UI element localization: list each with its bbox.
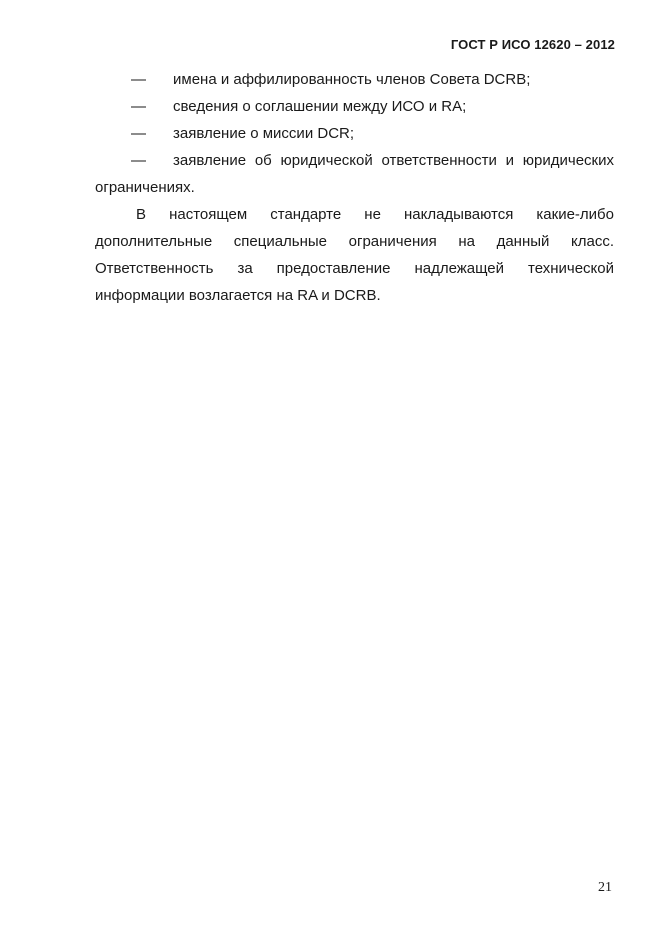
list-item xyxy=(95,147,614,201)
list-item xyxy=(95,93,614,120)
list-item-text: сведения о соглашении между ИСО и RA; xyxy=(173,98,467,115)
list-dash-marker: — xyxy=(131,152,146,169)
list-dash-marker: — xyxy=(131,125,146,142)
list-item-text: заявление о миссии DCR; xyxy=(173,125,355,142)
page-body xyxy=(95,66,614,309)
document-code-header: ГОСТ Р ИСО 12620 – 2012 xyxy=(450,37,615,52)
page-number: 21 xyxy=(598,880,612,895)
body-paragraph: В настоящем стандарте не накладываются какие-либо дополнительные специальные ограничения на данный класс. Ответственность за предоставление надлежащей технической информации возлагается на RA и DCRB. xyxy=(95,206,614,304)
list-item xyxy=(95,66,614,93)
list-item xyxy=(95,120,614,147)
list-item-text: заявление об юридической ответственности и юридических ограничениях. xyxy=(95,152,614,196)
list-dash-marker: — xyxy=(131,71,146,88)
list-item-text: имена и аффилированность членов Совета DCRB; xyxy=(173,71,531,88)
list-dash-marker: — xyxy=(131,98,146,115)
